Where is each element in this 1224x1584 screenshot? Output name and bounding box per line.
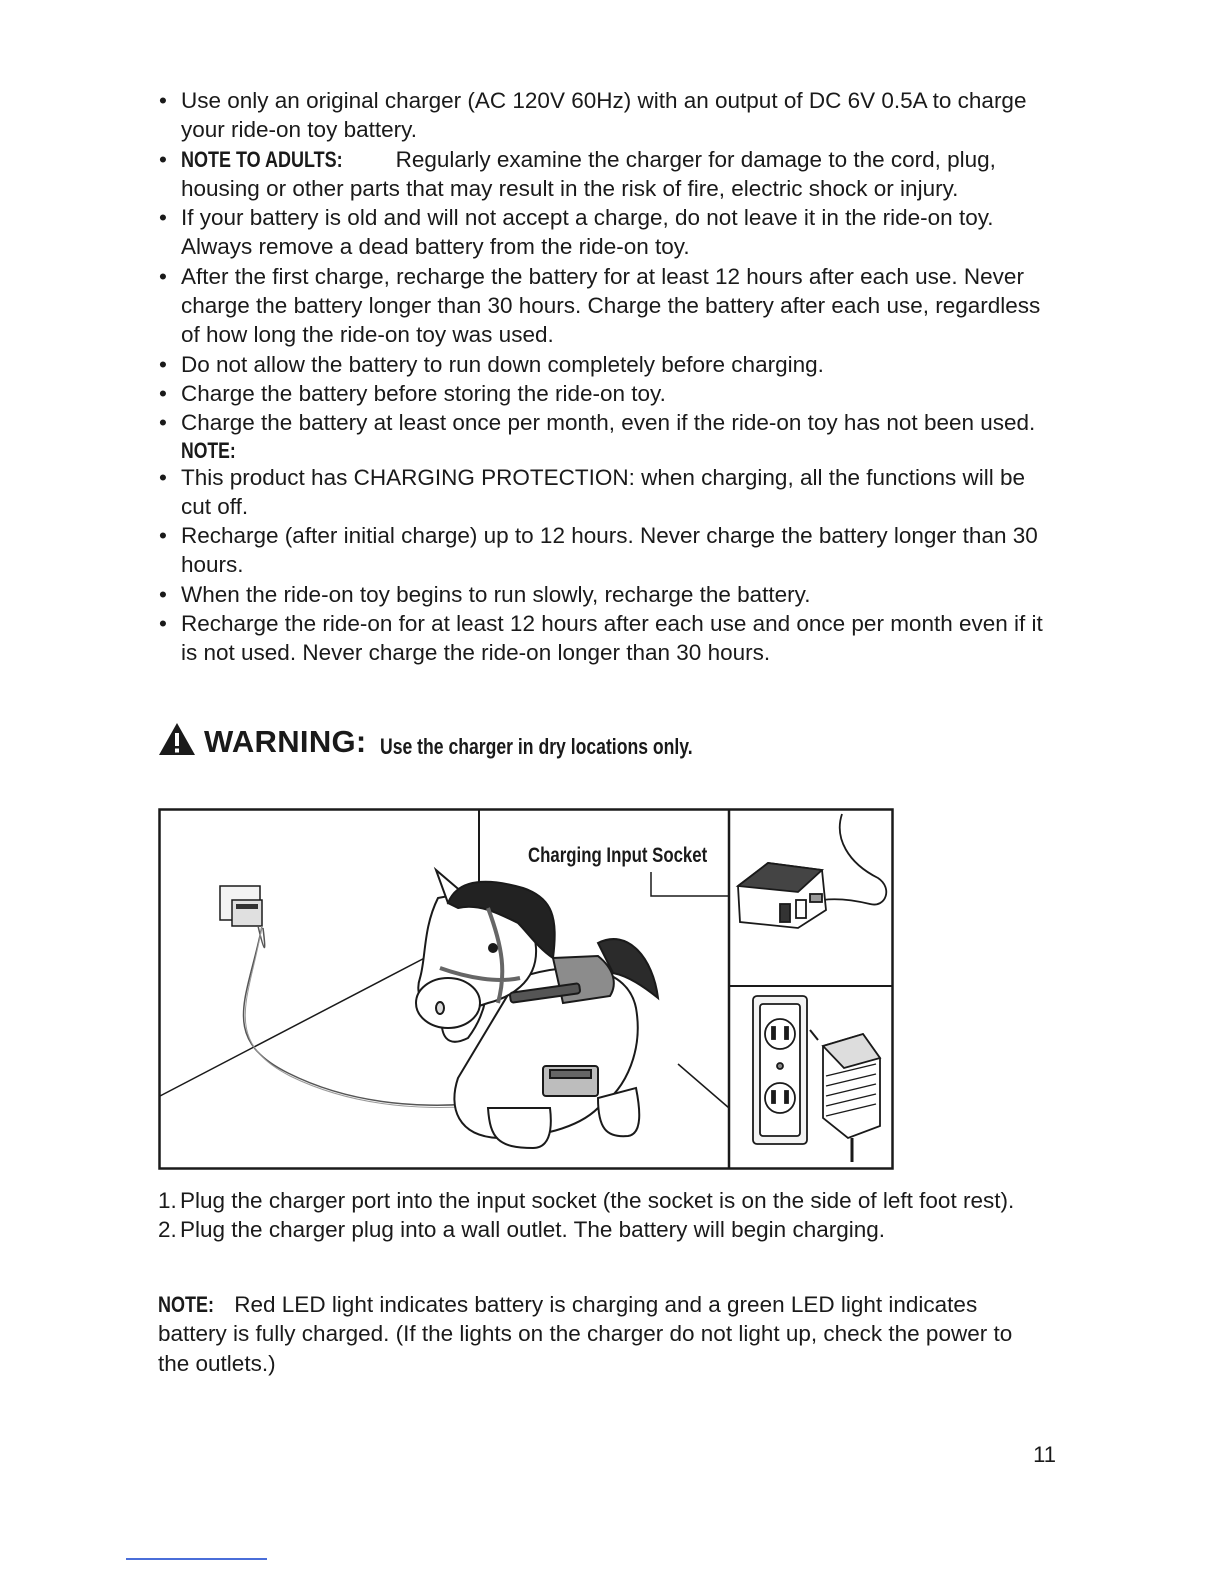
bullet-text: Recharge (after initial charge) up to 12 hours. Never charge the battery longer than 30 hours. (181, 523, 1038, 578)
footer-rule (126, 1558, 267, 1560)
note-heading (158, 439, 1058, 463)
bullet-item (158, 262, 1058, 350)
step-text: Plug the charger plug into a wall outlet. The battery will begin charging. (180, 1217, 886, 1243)
led-note (158, 1290, 1048, 1378)
bullet-item (158, 86, 1058, 145)
bullet-text: Regularly examine the charger for damage to the cord, plug, housing or other parts that may result in the risk of fire, electric shock or injury. (181, 146, 996, 201)
bullet-item (158, 609, 1058, 668)
battery-care-list (158, 86, 1058, 438)
bullet-text: After the first charge, recharge the battery for at least 12 hours after each use. Never charge the battery longer than 30 hours. Charge the battery after each use, regardless of how long the ride-on toy was used. (181, 263, 1041, 348)
bullet-text: Do not allow the battery to run down completely before charging. (181, 351, 824, 377)
bullet-text: When the ride-on toy begins to run slowly, recharge the battery. (181, 581, 811, 607)
callout-label: Charging Input Socket (528, 844, 708, 867)
charging-steps (158, 1186, 1038, 1245)
bullet-text: If your battery is old and will not accept a charge, do not leave it in the ride-on toy. Always remove a dead battery from the ride-on toy. (181, 205, 994, 260)
warning-triangle-icon (158, 722, 196, 756)
warning-label: WARNING: (204, 724, 367, 759)
bullet-item (158, 145, 1058, 204)
bullet-text: Recharge the ride-on for at least 12 hours after each use and once per month even if it is not used. Never charge the ride-on longer than 30 hours. (181, 611, 1043, 666)
bullet-text: Charge the battery at least once per month, even if the ride-on toy has not been used. (181, 410, 1036, 436)
bullet-text: This product has CHARGING PROTECTION: when charging, all the functions will be cut off. (181, 464, 1026, 519)
bullet-lead: NOTE TO ADULTS: (181, 146, 343, 172)
instructions-body (158, 86, 1058, 668)
warning-text: Use the charger in dry locations only. (380, 734, 693, 759)
step-text: Plug the charger port into the input socket (the socket is on the side of left foot rest). (180, 1188, 1015, 1213)
led-note-text: Red LED light indicates battery is charging and a green LED light indicates battery is fully charged. (If the lights on the charger do not light up, check the power to the outlets.) (158, 1292, 1013, 1376)
bullet-item (158, 463, 1058, 522)
charging-note-list (158, 463, 1058, 668)
step-item (158, 1186, 1038, 1215)
charger-plug-icon (220, 886, 262, 926)
bullet-item (158, 203, 1058, 262)
charging-illustration (158, 808, 894, 1170)
bullet-item (158, 521, 1058, 580)
note-heading-text: NOTE: (181, 437, 236, 463)
charging-diagram (158, 808, 894, 1170)
bullet-item (158, 580, 1058, 609)
step-item (158, 1215, 1038, 1244)
warning-banner (158, 722, 958, 762)
bullet-item (158, 408, 1058, 437)
led-note-lead: NOTE: (158, 1292, 214, 1317)
bullet-item (158, 379, 1058, 408)
bullet-item (158, 350, 1058, 379)
page-number: 11 (1033, 1442, 1056, 1467)
step-number: 1. (158, 1188, 177, 1213)
bullet-text: Charge the battery before storing the ride-on toy. (181, 380, 666, 406)
bullet-text: Use only an original charger (AC 120V 60Hz) with an output of DC 6V 0.5A to charge your ride-on toy battery. (181, 88, 1027, 143)
step-number: 2. (158, 1217, 177, 1243)
